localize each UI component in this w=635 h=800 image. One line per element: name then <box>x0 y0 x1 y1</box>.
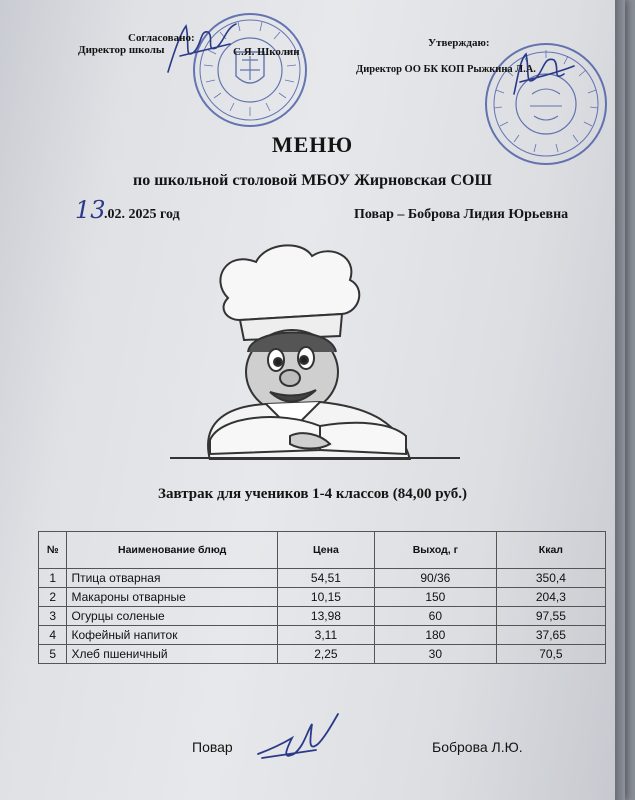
cook-line: Повар – Боброва Лидия Юрьевна <box>354 207 569 222</box>
col-num-header: № <box>39 532 67 569</box>
date-day-handwritten: 13 <box>75 196 106 224</box>
cell-kcal: 350,4 <box>496 569 605 588</box>
table-row <box>39 569 606 588</box>
col-kcal-header: Ккал <box>496 532 605 569</box>
cell-price: 2,25 <box>277 645 374 664</box>
cell-kcal: 204,3 <box>496 588 605 607</box>
page-edge <box>615 0 625 800</box>
cell-kcal: 70,5 <box>496 645 605 664</box>
approve-role: Директор школы <box>78 44 165 56</box>
cell-name: Хлеб пшеничный <box>67 645 277 664</box>
cell-kcal: 37,65 <box>496 626 605 645</box>
cell-name: Птица отварная <box>67 569 277 588</box>
cell-kcal: 97,55 <box>496 607 605 626</box>
page-subtitle: по школьной столовой МБОУ Жирновская СОШ <box>132 172 493 189</box>
cell-price: 54,51 <box>277 569 374 588</box>
cell-num: 3 <box>39 607 67 626</box>
footer-cook-role: Повар <box>192 739 233 755</box>
approve-label: Согласовано: <box>128 32 195 44</box>
cell-price: 10,15 <box>277 588 374 607</box>
page-title: МЕНЮ <box>271 132 354 157</box>
cell-num: 5 <box>39 645 67 664</box>
cell-output: 180 <box>374 626 496 645</box>
col-output-header: Выход, г <box>374 532 496 569</box>
table-row <box>39 645 606 664</box>
approve-name: С.Я. Школин <box>233 46 300 58</box>
cell-price: 13,98 <box>277 607 374 626</box>
cell-output: 150 <box>374 588 496 607</box>
cell-name: Макароны отварные <box>67 588 277 607</box>
cell-num: 4 <box>39 626 67 645</box>
footer-cook-name: Боброва Л.Ю. <box>432 739 523 755</box>
chef-illustration <box>170 240 460 460</box>
cell-num: 1 <box>39 569 67 588</box>
cell-output: 30 <box>374 645 496 664</box>
cell-name: Кофейный напиток <box>67 626 277 645</box>
table-row <box>39 626 606 645</box>
cell-output: 90/36 <box>374 569 496 588</box>
cell-output: 60 <box>374 607 496 626</box>
cell-price: 3,11 <box>277 626 374 645</box>
cell-name: Огурцы соленые <box>67 607 277 626</box>
col-price-header: Цена <box>277 532 374 569</box>
confirm-line: Директор ОО БК КОП Рыжкина Л.А. <box>356 64 536 75</box>
cook-signature <box>252 704 348 768</box>
breakfast-title: Завтрак для учеников 1-4 классов (84,00 руб.) <box>158 486 467 502</box>
menu-date: .02. 2025 год <box>104 207 180 222</box>
table-header-row <box>39 532 606 569</box>
table-row <box>39 607 606 626</box>
menu-table <box>38 531 606 664</box>
cell-num: 2 <box>39 588 67 607</box>
col-name-header: Наименование блюд <box>67 532 277 569</box>
confirm-label: Утверждаю: <box>428 37 490 49</box>
table-row <box>39 588 606 607</box>
